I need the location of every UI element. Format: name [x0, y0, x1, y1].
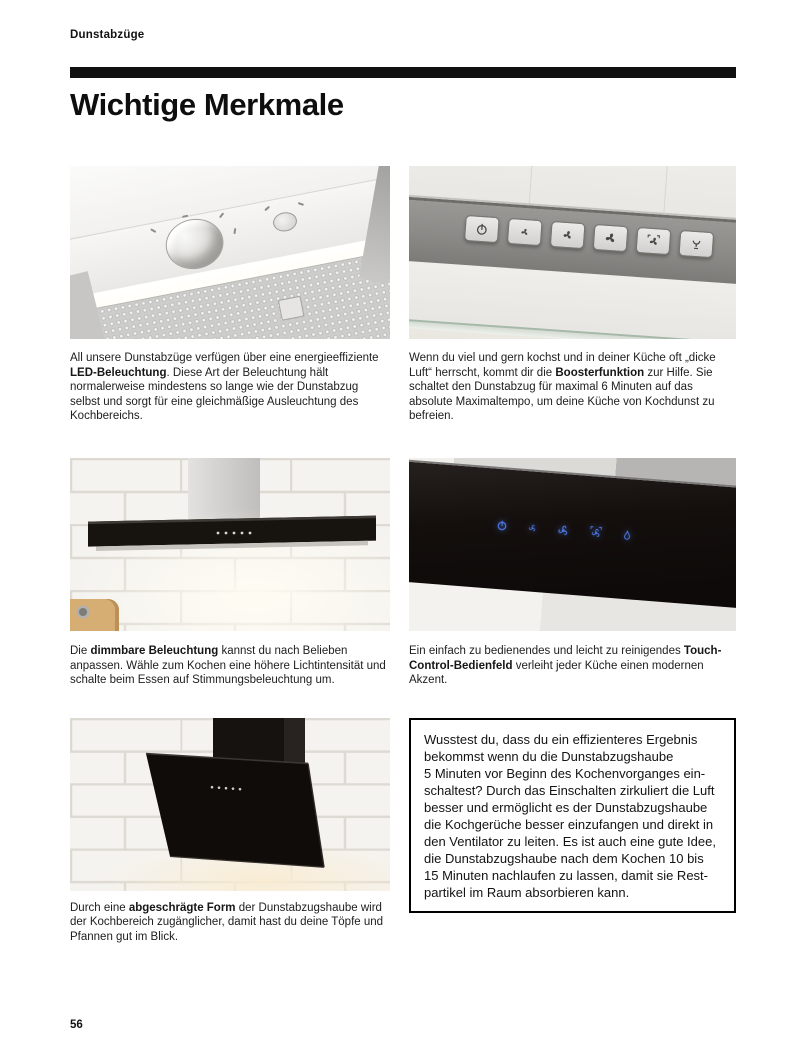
page-title: Wichtige Merkmale — [70, 87, 344, 122]
caption-led: All unsere Dunstabzüge verfügen über eine energieeffiziente LED-Beleuchtung. Diese Art der Beleuchtung hält normalerweise mindestens so lange wie der Dunstabzug selbst und sorgt für eine gleichmäßige Ausleuchtung des Kochbereichs. — [70, 352, 379, 423]
cutting-board — [70, 599, 119, 631]
power-icon[interactable] — [495, 518, 510, 533]
fan-speed-2-button[interactable] — [550, 221, 586, 249]
caption-touch: Ein einfach zu bedienendes und leicht zu reinigendes Touch-Control-Bedienfeld verleiht jeder Küche einen modernen Akzent. — [409, 644, 722, 687]
photo-led-underside — [70, 166, 390, 339]
lamp-button[interactable] — [678, 230, 714, 258]
power-icon — [473, 221, 490, 238]
hood-body — [88, 516, 376, 552]
rotary-knob — [161, 214, 227, 274]
fan-speed-3-icon — [602, 230, 619, 247]
touch-icon-row — [494, 517, 634, 544]
photo-touch-panel — [409, 458, 736, 631]
angled-hood-face — [146, 753, 324, 867]
breadcrumb: Dunstabzüge — [70, 29, 145, 41]
page-number: 56 — [70, 1019, 83, 1031]
title-rule — [70, 67, 736, 78]
filter-latch — [278, 296, 305, 321]
power-button[interactable] — [464, 215, 500, 243]
fan-speed-2-icon[interactable] — [555, 522, 571, 538]
fan-speed-1-icon — [516, 224, 533, 241]
fan-speed-1-button[interactable] — [507, 218, 543, 246]
fan-speed-2-icon — [559, 227, 576, 244]
photo-booster-buttons — [409, 166, 736, 339]
fan-boost-icon[interactable] — [587, 524, 604, 541]
caption-dimmable: Die dimmbare Beleuchtung kannst du nach Belieben anpassen. Wähle zum Kochen eine höhere Lichtintensität und schalte beim Essen auf Stimmungsbeleuchtung um. — [70, 644, 386, 687]
lamp-icon — [688, 236, 705, 253]
fan-speed-1-icon[interactable] — [525, 521, 539, 535]
tip-box: Wusstest du, dass du ein effizienteres Ergebnis bekommst wenn du die Dunstabzugshaube 5 Minuten vor Beginn des Kochenvorganges ein- schaltest? Durch das Einschalten zirkuliert die Luft besser und ermöglicht es der Dunstabzugshaube die Kochgerüche besser einzufangen und direkt in den Ventilator zu leiten. Es ist auch eine gute Idee, die Dunstabzugshaube nach dem Kochen 10 bis 15 Minuten nachlaufen zu lassen, damit sie Rest- partikel im Raum absorbieren kann. — [409, 718, 736, 913]
caption-booster: Wenn du viel und gern kochst und in deiner Küche oft „dicke Luft“ herrscht, kommt dir die Boosterfunktion zur Hilfe. Sie schaltet den Dunstabzug für maximal 6 Minuten auf das absolute Maximaltempo, um deine Küche von Kochdunst zu befreien. — [409, 352, 716, 423]
fan-speed-3-button[interactable] — [593, 224, 629, 252]
photo-angled-hood — [70, 718, 390, 891]
drop-icon[interactable] — [620, 528, 634, 542]
light-switch-knob — [271, 210, 298, 233]
photo-slim-hood — [70, 458, 390, 631]
chimney-duct — [213, 718, 305, 764]
fan-boost-button[interactable] — [636, 227, 672, 255]
button-row — [464, 215, 714, 258]
caption-angled: Durch eine abgeschrägte Form der Dunstabzugshaube wird der Kochbereich zugänglicher, damit hast du deine Töpfe und Pfannen gut im Blick. — [70, 901, 384, 943]
fan-boost-icon — [645, 233, 662, 250]
